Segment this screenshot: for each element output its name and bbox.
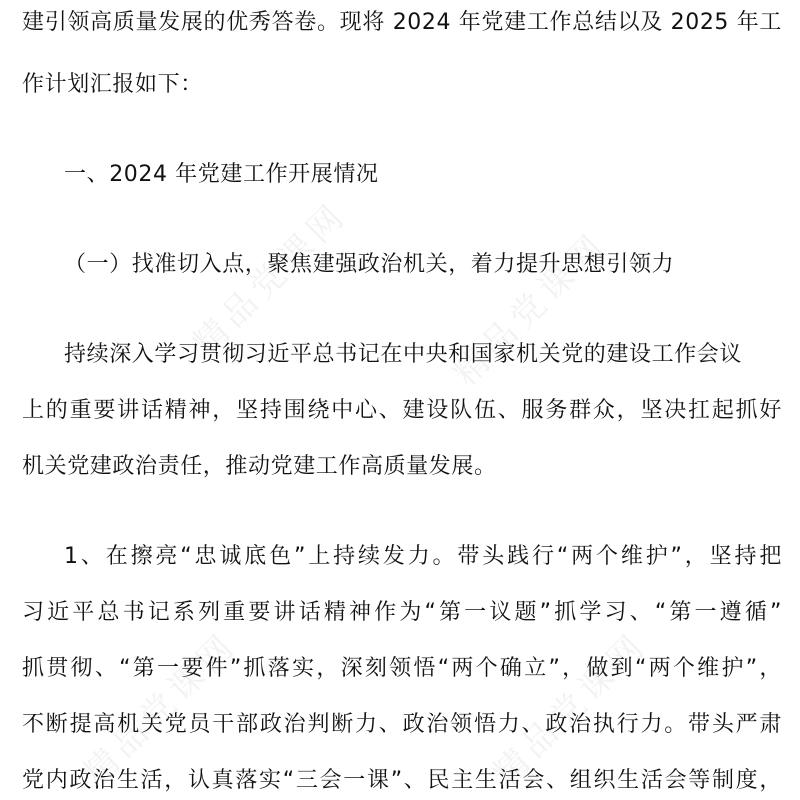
paragraph-line: 上的重要讲话精神，坚持围绕中心、建设队伍、服务群众，坚决扛起抓好: [22, 398, 782, 423]
paragraph-line: 党内政治生活，认真落实“三会一课”、民主生活会、组织生活会等制度，: [22, 768, 782, 793]
paragraph-line: 持续深入学习贯彻习近平总书记在中央和国家机关党的建设工作会议: [64, 342, 743, 367]
watermark: 精品党课网: [75, 624, 246, 794]
paragraph-line: 1、在擦亮“忠诚底色”上持续发力。带头践行“两个维护”，坚持把: [64, 544, 782, 569]
subsection-heading: （一）找准切入点，聚焦建强政治机关，着力提升思想引领力: [64, 252, 675, 277]
paragraph-line: 机关党建政治责任，推动党建工作高质量发展。: [22, 454, 497, 479]
watermark: 精品党课网: [185, 194, 356, 364]
paragraph-line: 抓贯彻、“第一要件”抓落实，深刻领悟“两个确立”，做到“两个维护”，: [22, 656, 782, 681]
paragraph-line: 习近平总书记系列重要讲话精神作为“第一议题”抓学习、“第一遵循”: [22, 600, 782, 625]
section-heading: 一、2024 年党建工作开展情况: [64, 162, 379, 187]
paragraph-line: 不断提高机关党员干部政治判断力、政治领悟力、政治执行力。带头严肃: [22, 712, 782, 737]
watermark: 精品党课网: [485, 624, 656, 794]
paragraph-line: 建引领高质量发展的优秀答卷。现将 2024 年党建工作总结以及 2025 年工: [22, 10, 782, 35]
watermark: 精品党课网: [445, 224, 616, 394]
paragraph-line: 作计划汇报如下：: [22, 72, 203, 97]
